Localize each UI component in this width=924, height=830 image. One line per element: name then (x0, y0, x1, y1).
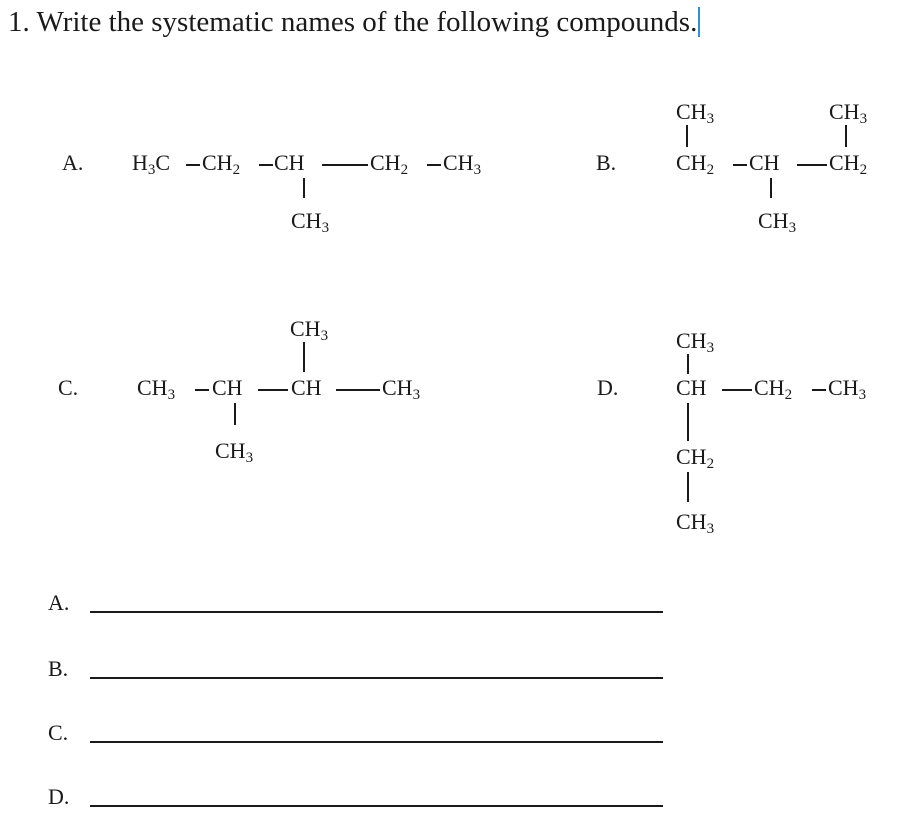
structure-c-ch-1: CH (212, 375, 243, 400)
question-title (8, 6, 700, 39)
structure-d-ch: CH (676, 375, 707, 400)
structure-c-ch3-left: $CH_3$ (137, 375, 176, 403)
bond (812, 389, 826, 391)
structure-a-label: A. (62, 150, 84, 175)
answer-d-line[interactable] (90, 805, 663, 807)
structure-b-top-right: $CH_3$ (829, 99, 868, 127)
bond (322, 164, 368, 166)
structure-d-bottom: $CH_3$ (676, 509, 715, 537)
bond (797, 164, 827, 166)
answer-c-line[interactable] (90, 741, 663, 743)
bond (303, 178, 305, 198)
bond (259, 164, 273, 166)
bond (687, 354, 689, 374)
answer-b-line[interactable] (90, 677, 663, 679)
answer-c-label: C. (48, 720, 69, 745)
structure-d-mid: $CH_2$ (676, 444, 715, 472)
structure-a-ch2-2: $CH_2$ (370, 150, 409, 178)
structure-b-branch: $CH_3$ (758, 208, 797, 236)
bond (427, 164, 441, 166)
text-cursor (698, 7, 700, 37)
question-prompt: Write the systematic names of the following compounds. (36, 6, 698, 38)
bond (687, 403, 689, 441)
structure-b-ch: CH (749, 150, 780, 175)
bond (733, 164, 747, 166)
structure-d-ch3-right: $CH_3$ (828, 375, 867, 403)
answer-b-label: B. (48, 656, 69, 681)
bond (336, 389, 380, 391)
structure-c-branch: $CH_3$ (215, 438, 254, 466)
bond (845, 125, 847, 147)
structure-b-label: B. (596, 150, 617, 175)
bond (687, 472, 689, 502)
structure-a-ch3-end: $CH_3$ (443, 150, 482, 178)
answer-d-label: D. (48, 784, 70, 809)
question-number: 1. (8, 6, 30, 38)
structure-d-top: $CH_3$ (676, 328, 715, 356)
structure-d-label: D. (597, 375, 619, 400)
structure-a-ch2-1: $CH_2$ (202, 150, 241, 178)
answer-a-line[interactable] (90, 611, 663, 613)
structure-a-main-chain: $H_3C$ (132, 150, 171, 178)
structure-a-branch: $CH_3$ (291, 208, 330, 236)
bond (258, 389, 288, 391)
bond (686, 125, 688, 147)
structure-c-ch-2: CH (291, 375, 322, 400)
bond (303, 342, 305, 372)
bond (195, 389, 209, 391)
bond (186, 164, 200, 166)
structure-b-top-left: $CH_3$ (676, 99, 715, 127)
bond (234, 403, 236, 425)
structure-d-ch2: $CH_2$ (754, 375, 793, 403)
structure-c-label: C. (58, 375, 79, 400)
structure-b-ch2-left: $CH_2$ (676, 150, 715, 178)
answer-a-label: A. (48, 590, 70, 615)
structure-b-ch2-right: $CH_2$ (829, 150, 868, 178)
bond (770, 178, 772, 198)
bond (722, 389, 752, 391)
structure-a-ch: CH (274, 150, 305, 175)
structure-c-ch3-right: $CH_3$ (382, 375, 421, 403)
structure-c-top: $CH_3$ (290, 316, 329, 344)
